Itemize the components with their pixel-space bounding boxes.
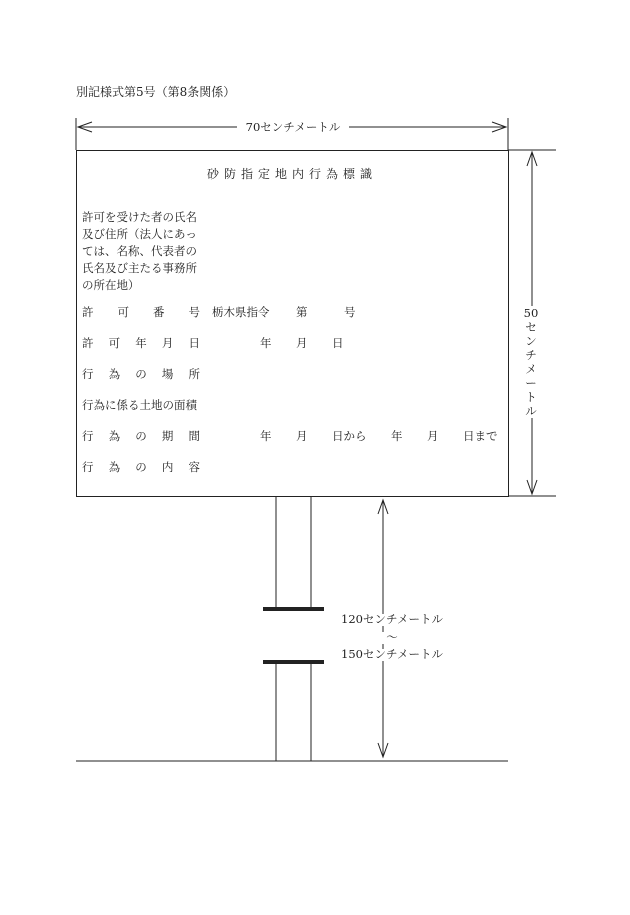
place-label bbox=[82, 369, 200, 381]
form-title: 別記様式第5号（第8条関係） bbox=[76, 85, 236, 99]
label-char: 行 bbox=[82, 460, 94, 474]
holder-label-line: 許可を受けた者の氏名 bbox=[82, 210, 197, 224]
content-label bbox=[82, 462, 200, 474]
label-char: 可 bbox=[108, 336, 121, 350]
permit-date-year: 年 bbox=[260, 336, 272, 350]
holder-label-line: 及び住所（法人にあっ bbox=[82, 227, 197, 241]
period-day-until: 日まで bbox=[463, 429, 498, 443]
pole-min-label: 120センチメートル bbox=[341, 612, 443, 626]
height-unit-char: ト bbox=[525, 390, 537, 404]
label-char: の bbox=[135, 460, 147, 474]
land-area-label: 行為に係る土地の面積 bbox=[82, 398, 197, 412]
permit-date-day: 日 bbox=[332, 336, 344, 350]
pole-break-lower bbox=[263, 660, 324, 664]
label-char: 内 bbox=[161, 460, 174, 474]
period-month-start: 月 bbox=[296, 429, 308, 443]
permit-number-prefix: 栃木県指令 bbox=[212, 305, 270, 319]
permit-number-label bbox=[82, 307, 200, 319]
label-char: 年 bbox=[135, 336, 147, 350]
label-char: 可 bbox=[117, 305, 129, 319]
label-char: 為 bbox=[108, 429, 121, 443]
sign-board bbox=[77, 151, 509, 497]
period-year-start: 年 bbox=[260, 429, 272, 443]
sign-heading: 砂防指定地内行為標識 bbox=[206, 167, 377, 181]
label-char: 期 bbox=[161, 429, 174, 443]
label-char: 場 bbox=[161, 367, 174, 381]
pole-max-label: 150センチメートル bbox=[341, 647, 443, 661]
height-unit-char: チ bbox=[525, 348, 537, 362]
label-char: 番 bbox=[153, 305, 165, 319]
height-unit-char: セ bbox=[525, 320, 537, 334]
pole-tilde: ～ bbox=[341, 632, 443, 644]
label-char: 行 bbox=[82, 429, 94, 443]
permit-number-dai: 第 bbox=[296, 305, 308, 319]
label-char: 為 bbox=[108, 460, 121, 474]
label-char: 容 bbox=[188, 460, 200, 474]
label-char: 間 bbox=[188, 429, 200, 443]
height-unit-char: ル bbox=[525, 404, 537, 418]
height-unit-char: ー bbox=[525, 376, 537, 390]
label-char: 所 bbox=[188, 367, 200, 381]
label-char: 日 bbox=[188, 336, 200, 350]
period-month-end: 月 bbox=[427, 429, 439, 443]
holder-label-line: ては、名称、代表者の bbox=[82, 244, 197, 258]
permit-number-go: 号 bbox=[344, 305, 356, 319]
label-char: 号 bbox=[188, 305, 200, 319]
label-char: 許 bbox=[82, 336, 94, 350]
label-char: の bbox=[135, 367, 147, 381]
pole-break-upper bbox=[263, 607, 324, 611]
height-unit-char: メ bbox=[525, 362, 537, 376]
period-label bbox=[82, 431, 200, 443]
label-char: の bbox=[135, 429, 147, 443]
period-day-from: 日から bbox=[332, 429, 367, 443]
width-dimension-label: 70センチメートル bbox=[245, 120, 341, 134]
holder-label-line: の所在地） bbox=[82, 278, 140, 292]
permit-date-label bbox=[82, 338, 200, 350]
height-dimension-label bbox=[519, 306, 543, 418]
permit-date-month: 月 bbox=[296, 336, 308, 350]
height-unit-char: ン bbox=[525, 334, 537, 348]
label-char: 為 bbox=[108, 367, 121, 381]
label-char: 行 bbox=[82, 367, 94, 381]
label-char: 許 bbox=[82, 305, 94, 319]
holder-label-line: 氏名及び主たる事務所 bbox=[82, 261, 197, 275]
height-value: 50 bbox=[523, 306, 539, 320]
period-year-end: 年 bbox=[391, 429, 403, 443]
label-char: 月 bbox=[161, 336, 174, 350]
